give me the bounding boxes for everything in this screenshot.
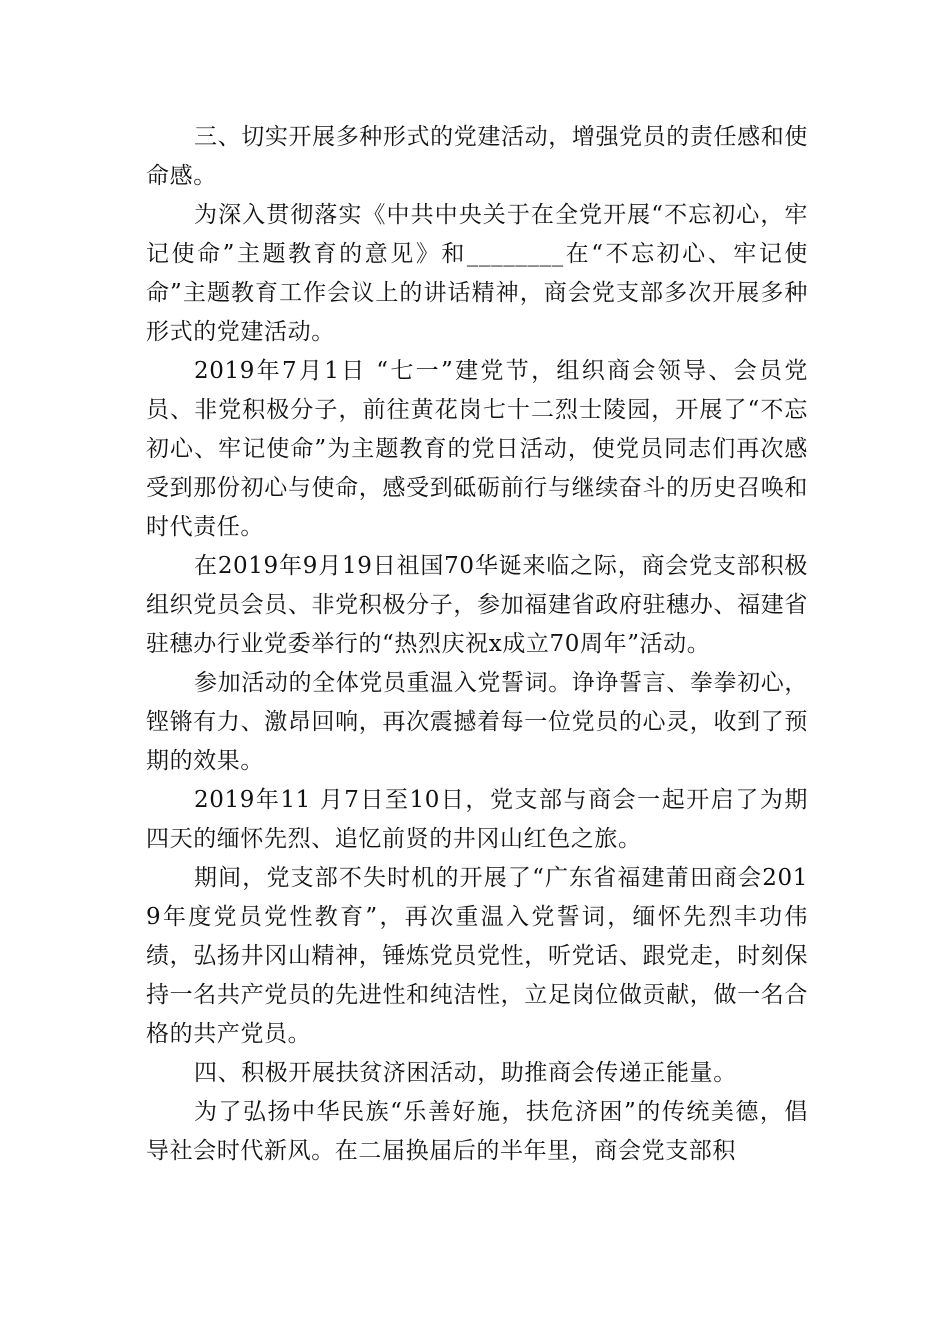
paragraph-party-oath: 参加活动的全体党员重温入党誓词。诤诤誓言、拳拳初心，铿锵有力、激昂回响，再次震撼着每一位党员的心灵，收到了预期的效果。 bbox=[146, 670, 808, 774]
paragraph-theme-education: 为深入贯彻落实《中共中央关于在全党开展“不忘初心，牢记使命”主题教育的意见》和________在“不忘初心、牢记使命”主题教育工作会议上的讲话精神，商会党支部多次开展多种形式的党建活动。 bbox=[146, 202, 808, 345]
paragraph-jinggangshan-trip: 2019年11 月7日至10日，党支部与商会一起开启了为期四天的缅怀先烈、追忆前贤的井冈山红色之旅。 bbox=[146, 787, 808, 852]
paragraph-70th-anniversary: 在2019年9月19日祖国70华诞来临之际，商会党支部积极组织党员会员、非党积极分子，参加福建省政府驻穗办、福建省驻穗办行业党委举行的“热烈庆祝x成立70周年”活动。 bbox=[146, 553, 808, 657]
paragraph-charity: 为了弘扬中华民族“乐善好施，扶危济困”的传统美德，倡导社会时代新风。在二届换届后的半年里，商会党支部积 bbox=[146, 1099, 808, 1164]
paragraph-party-education: 期间，党支部不失时机的开展了“广东省福建莆田商会2019年度党员党性教育”，再次重温入党誓词，缅怀先烈丰功伟绩，弘扬井冈山精神，锤炼党员党性，听党话、跟党走，时刻保持一名共产党员的先进性和纯洁性，立足岗位做贡献，做一名合格的共产党员。 bbox=[146, 865, 808, 1047]
paragraph-july-first: 2019年7月1日 “七一”建党节，组织商会领导、会员党员、非党积极分子，前往黄花岗七十二烈士陵园，开展了“不忘初心、牢记使命”为主题教育的党日活动，使党员同志们再次感受到那份初心与使命，感受到砥砺前行与继续奋斗的历史召唤和时代责任。 bbox=[146, 358, 808, 540]
section-heading-party-activities: 三、切实开展多种形式的党建活动，增强党员的责任感和使命感。 bbox=[146, 124, 808, 189]
document-body bbox=[146, 118, 808, 1171]
section-heading-poverty-relief: 四、积极开展扶贫济困活动，助推商会传递正能量。 bbox=[194, 1060, 737, 1086]
